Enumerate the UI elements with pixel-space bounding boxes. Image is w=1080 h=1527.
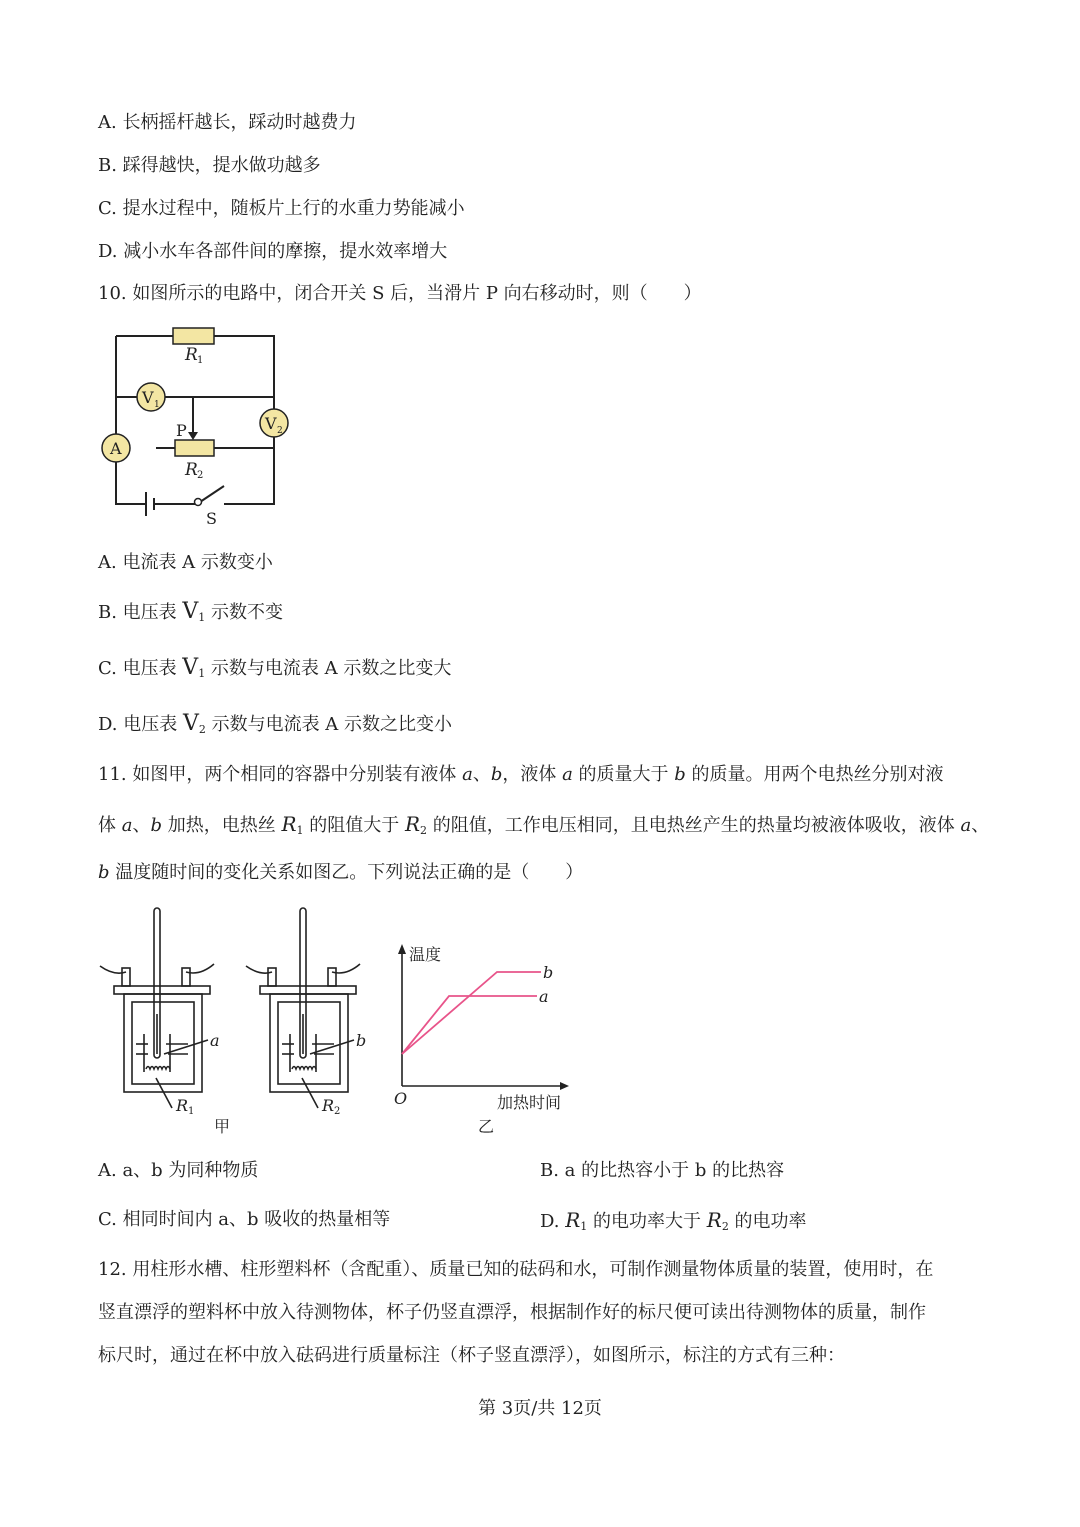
q10-option-c: C. 电压表 $V_1$ 示数与电流表 A 示数之比变大 [98, 655, 452, 680]
q10-circuit-diagram [96, 318, 306, 533]
q11-option-d: D. $R_1$ 的电功率大于 $R_2$ 的电功率 [540, 1208, 807, 1233]
q11-figure-yi-graph [385, 940, 585, 1138]
ammeter-label: A [110, 439, 122, 458]
slider-p-label: P [176, 421, 187, 440]
origin-label: O [394, 1089, 408, 1108]
r2-sub: 2 [197, 470, 204, 481]
line-a-label: a [539, 987, 549, 1006]
q9-option-a: A. 长柄摇杆越长，踩动时越费力 [98, 112, 357, 133]
q11-figure-jia-containers [96, 904, 376, 1136]
figure-jia-caption: 甲 [214, 1117, 231, 1136]
q11-option-a: A. a、b 为同种物质 [98, 1160, 259, 1181]
v2-sub: 2 [277, 426, 283, 436]
q11-option-c: C. 相同时间内 a、b 吸收的热量相等 [98, 1209, 391, 1230]
r2-resistor [175, 440, 214, 456]
q9-option-c: C. 提水过程中，随板片上行的水重力势能减小 [98, 198, 465, 219]
q10-option-b: B. 电压表 $V_1$ 示数不变 [98, 599, 284, 624]
r1-label: R [185, 345, 198, 365]
r1-resistor [173, 328, 214, 344]
liquid-b-label: b [356, 1031, 367, 1050]
q11-stem-line-3: b 温度随时间的变化关系如图乙。下列说法正确的是（ ） [98, 862, 584, 883]
q9-option-b: B. 踩得越快，提水做功越多 [98, 155, 321, 176]
q10-option-a: A. 电流表 A 示数变小 [98, 552, 273, 573]
q12-stem-line-1: 12. 用柱形水槽、柱形塑料杯（含配重）、质量已知的砝码和水，可制作测量物体质量的装置，使用时，在 [98, 1259, 934, 1280]
x-axis-label: 加热时间 [497, 1093, 562, 1112]
r2-label: R [185, 460, 198, 480]
switch-s-label: S [206, 509, 217, 528]
q11-option-b: B. a 的比热容小于 b 的比热容 [540, 1160, 785, 1181]
r1-sub: 1 [197, 355, 204, 366]
q10-stem: 10. 如图所示的电路中，闭合开关 S 后，当滑片 P 向右移动时，则（ ） [98, 283, 702, 304]
q11-stem-line-1: 11. 如图甲，两个相同的容器中分别装有液体 a、b，液体 a 的质量大于 b 的质量。用两个电热丝分别对液 [98, 764, 944, 785]
figure-yi-caption: 乙 [478, 1117, 495, 1136]
y-axis-label: 温度 [409, 945, 442, 964]
v1-sub: 1 [154, 400, 160, 410]
q12-stem-line-2: 竖直漂浮的塑料杯中放入待测物体，杯子仍竖直漂浮，根据制作好的标尺便可读出待测物体的质量，制作 [98, 1302, 926, 1323]
heater-r2-sub: 2 [334, 1106, 341, 1117]
line-b [402, 972, 541, 1054]
line-a [402, 996, 537, 1054]
heater-r1-label: R [176, 1096, 189, 1115]
q12-stem-line-3: 标尺时，通过在杯中放入砝码进行质量标注（杯子竖直漂浮），如图所示，标注的方式有三种： [98, 1345, 845, 1366]
liquid-a-label: a [210, 1031, 220, 1050]
v1-label: V [142, 388, 154, 407]
v2-label: V [265, 414, 277, 433]
page-footer: 第 3页/共 12页 [478, 1398, 602, 1419]
q11-stem-line-2: 体 a、b 加热，电热丝 $R_1$ 的阻值大于 $R_2$ 的阻值，工作电压相同，且电热丝产生的热量均被液体吸收，液体 a、 [98, 812, 990, 837]
heater-r1-sub: 1 [188, 1106, 195, 1117]
line-b-label: b [543, 963, 554, 982]
q9-option-d: D. 减小水车各部件间的摩擦，提水效率增大 [98, 241, 448, 262]
heater-r2-label: R [322, 1096, 335, 1115]
q10-option-d: D. 电压表 $V_2$ 示数与电流表 A 示数之比变小 [98, 711, 453, 736]
